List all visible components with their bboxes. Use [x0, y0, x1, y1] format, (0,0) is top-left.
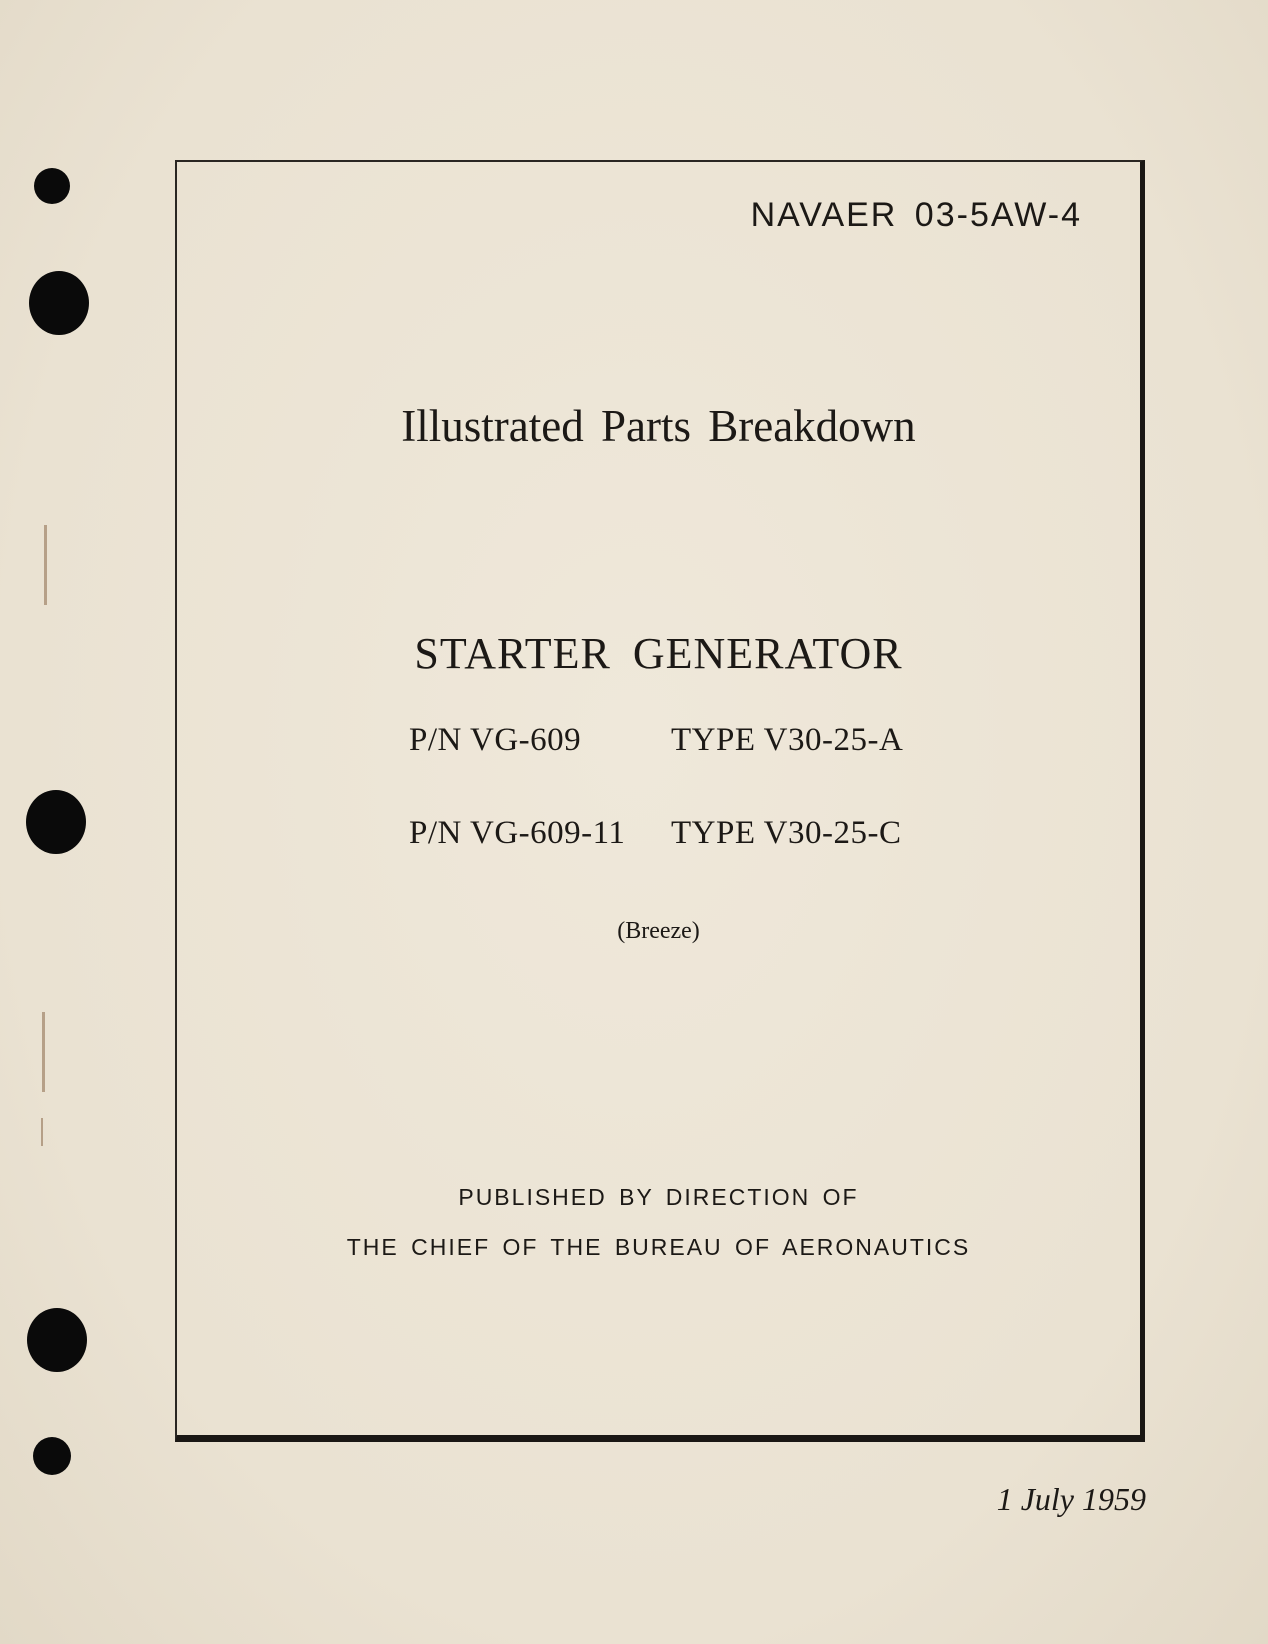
cover-frame: [175, 160, 1145, 1442]
publisher-line: THE CHIEF OF THE BUREAU OF AERONAUTICS: [346, 1234, 971, 1260]
part-number: P/N VG-609-11: [409, 815, 626, 851]
document-title: Illustrated Parts Breakdown: [401, 401, 916, 451]
manufacturer: (Breeze): [617, 918, 700, 944]
publication-date: 1 July 1959: [996, 1481, 1146, 1517]
punch-hole: [26, 790, 86, 854]
document-subject: STARTER GENERATOR: [414, 629, 903, 678]
paper-speck: [42, 1012, 45, 1092]
document-number: NAVAER 03-5AW-4: [750, 196, 1082, 234]
punch-hole: [27, 1308, 87, 1372]
punch-hole: [33, 1437, 71, 1475]
publisher-line: PUBLISHED BY DIRECTION OF: [458, 1184, 859, 1210]
part-number: P/N VG-609: [409, 722, 582, 758]
part-type: TYPE V30-25-A: [671, 722, 904, 758]
paper-speck: [44, 525, 47, 605]
punch-hole: [29, 271, 89, 335]
punch-hole: [34, 168, 70, 204]
part-type: TYPE V30-25-C: [671, 815, 902, 851]
paper-speck: [41, 1118, 43, 1146]
